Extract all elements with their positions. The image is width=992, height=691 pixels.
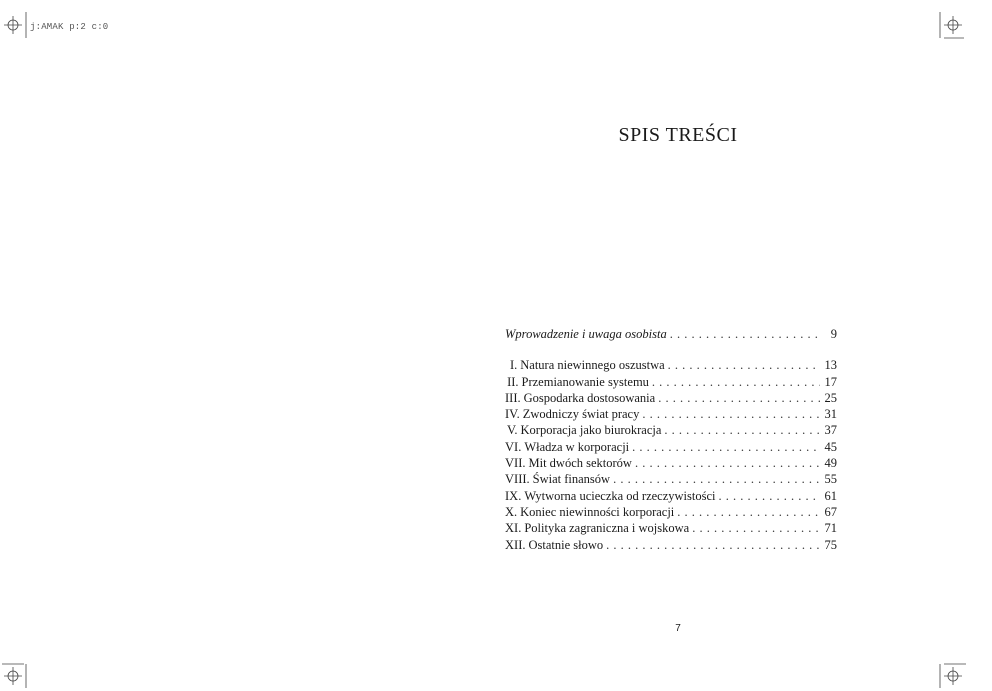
toc-entry-label: Wprowadzenie i uwaga osobista — [505, 327, 667, 341]
toc-entry — [505, 423, 837, 439]
page-number: 7 — [675, 623, 681, 634]
toc-entry — [505, 358, 837, 374]
toc-entry-number: XII. — [505, 537, 526, 552]
toc-entry-number: II. — [507, 374, 519, 389]
print-slug: j:AMAK p:2 c:0 — [30, 22, 109, 32]
dot-leader — [668, 358, 820, 373]
toc-entry-label: Świat finansów — [532, 472, 611, 487]
toc-entry-label: Gospodarka dostosowania — [523, 390, 656, 405]
toc-entry-label: Koniec niewinności korporacji — [520, 504, 675, 519]
toc-entry-page: 31 — [824, 407, 837, 422]
dot-leader — [652, 375, 820, 390]
toc-entry-label: Przemianowanie systemu — [521, 374, 649, 389]
page-title: SPIS TREŚCI — [618, 124, 738, 146]
dot-leader — [658, 391, 820, 406]
crop-mark-top-right-icon — [936, 10, 966, 40]
toc-entry-page: 45 — [824, 439, 837, 454]
toc-entry-number: VIII. — [505, 472, 530, 487]
dot-leader — [692, 521, 820, 536]
toc-entry-intro — [505, 327, 837, 343]
dot-leader — [635, 456, 820, 471]
dot-leader — [632, 440, 820, 455]
toc-entry-page: 67 — [824, 504, 837, 519]
toc-entry-label: Ostatnie słowo — [528, 537, 604, 552]
dot-leader — [719, 489, 820, 504]
toc-entry-label: Polityka zagraniczna i wojskowa — [524, 521, 690, 536]
toc-entry-page: 49 — [824, 456, 837, 471]
toc-entry — [505, 505, 837, 521]
table-of-contents — [505, 327, 837, 554]
crop-mark-bottom-left-icon — [2, 660, 32, 690]
dot-leader — [677, 505, 820, 520]
toc-entry-number: I. — [509, 358, 518, 373]
toc-entry-label: Mit dwóch sektorów — [528, 456, 632, 471]
dot-leader — [664, 423, 820, 438]
toc-entry-number: V. — [506, 423, 518, 438]
toc-entry — [505, 489, 837, 505]
toc-entry-label: Wytworna ucieczka od rzeczywistości — [524, 488, 716, 503]
toc-entry-number: IV. — [505, 407, 520, 422]
crop-mark-bottom-right-icon — [936, 660, 966, 690]
dot-leader — [670, 327, 820, 342]
toc-entry-page: 61 — [824, 488, 837, 503]
toc-entry-page: 71 — [824, 521, 837, 536]
toc-entry — [505, 391, 837, 407]
toc-entry-label: Zwodniczy świat pracy — [522, 407, 640, 422]
toc-entry-label: Władza w korporacji — [524, 439, 630, 454]
toc-entry-page: 9 — [830, 327, 837, 341]
toc-entry-number: III. — [505, 390, 521, 405]
toc-entry — [505, 375, 837, 391]
toc-entry-page: 55 — [824, 472, 837, 487]
toc-entry — [505, 440, 837, 456]
toc-entry — [505, 521, 837, 537]
toc-entry-number: XI. — [505, 521, 522, 536]
toc-entry-number: IX. — [505, 488, 522, 503]
chapter-list — [505, 358, 837, 554]
toc-entry-page: 17 — [824, 374, 837, 389]
toc-entry-page: 13 — [824, 358, 837, 373]
toc-entry-label: Korporacja jako biurokracja — [520, 423, 662, 438]
dot-leader — [613, 472, 820, 487]
toc-entry — [505, 407, 837, 423]
dot-leader — [606, 538, 820, 553]
crop-mark-top-left-icon — [2, 10, 32, 40]
toc-entry-page: 75 — [824, 537, 837, 552]
toc-entry-number: VI. — [505, 439, 522, 454]
toc-entry — [505, 472, 837, 488]
toc-entry-label: Natura niewinnego oszustwa — [520, 358, 665, 373]
toc-entry-page: 37 — [824, 423, 837, 438]
dot-leader — [642, 407, 820, 422]
toc-entry — [505, 456, 837, 472]
toc-entry-page: 25 — [824, 390, 837, 405]
toc-entry-number: VII. — [505, 456, 526, 471]
toc-entry — [505, 538, 837, 554]
toc-entry-number: X. — [505, 504, 518, 519]
